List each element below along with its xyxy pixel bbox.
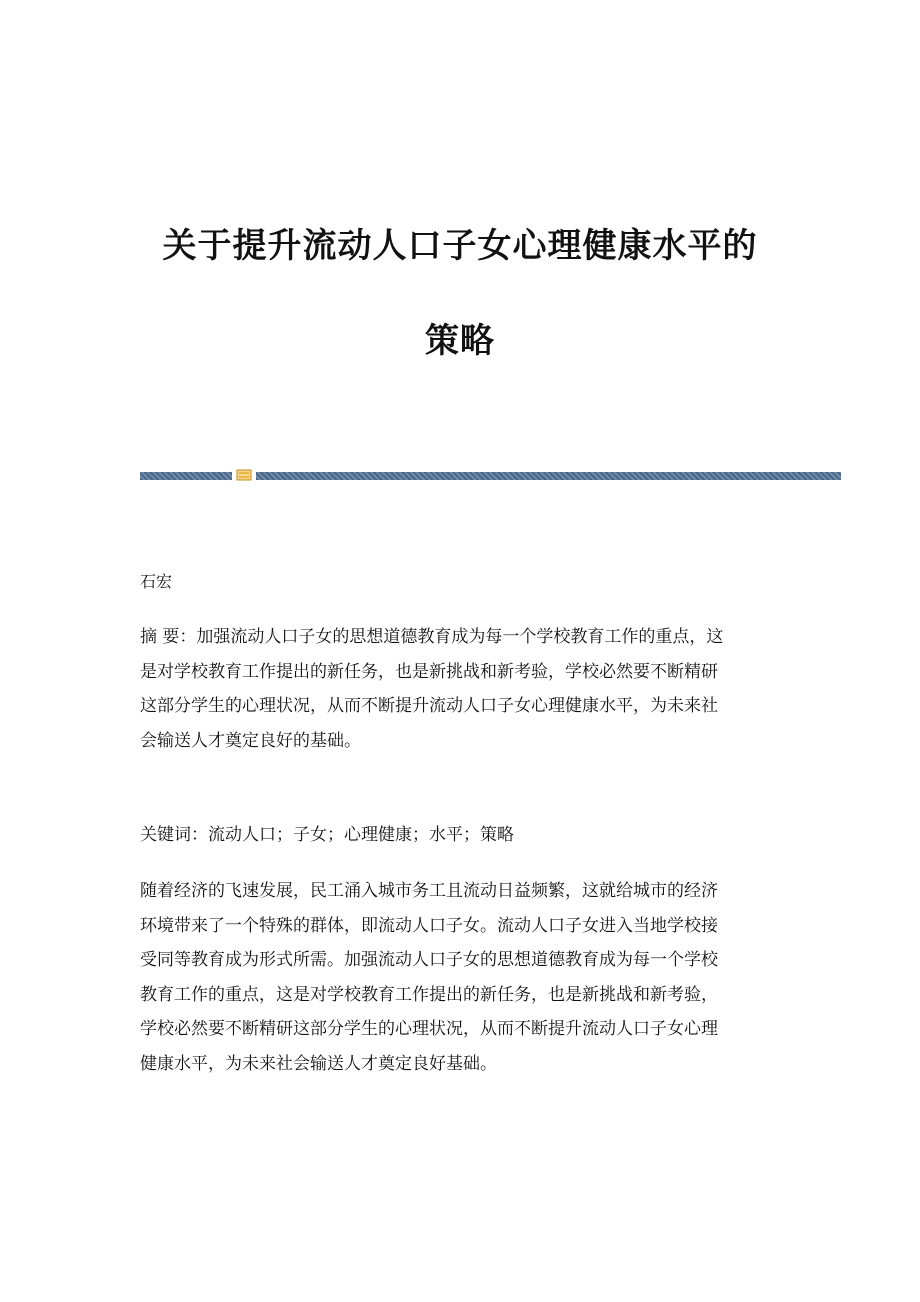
abstract-line: 这部分学生的心理状况，从而不断提升流动人口子女心理健康水平，为未来社 — [140, 696, 718, 716]
divider-bar-left — [140, 472, 232, 480]
document-title-line-2: 策略 — [425, 321, 495, 361]
divider-ornament-icon — [236, 469, 252, 481]
abstract-line: 摘 要：加强流动人口子女的思想道德教育成为每一个学校教育工作的重点，这 — [140, 627, 724, 647]
abstract-paragraph — [140, 620, 780, 758]
body-line: 健康水平，为未来社会输送人才奠定良好基础。 — [140, 1053, 497, 1074]
abstract-line: 会输送人才奠定良好的基础。 — [140, 730, 361, 751]
abstract-line: 是对学校教育工作提出的新任务，也是新挑战和新考验，学校必然要不断精研 — [140, 661, 718, 682]
document-title-line-1: 关于提升流动人口子女心理健康水平的 — [162, 226, 758, 266]
keywords-line: 关键词：流动人口；子女；心理健康；水平；策略 — [140, 825, 514, 845]
body-line: 受同等教育成为形式所需。加强流动人口子女的思想道德教育成为每一个学校 — [140, 950, 718, 970]
author-name: 石宏 — [140, 572, 173, 591]
divider-bar-right — [256, 472, 841, 480]
body-line: 环境带来了一个特殊的群体，即流动人口子女。流动人口子女进入当地学校接 — [140, 915, 718, 936]
body-paragraph — [140, 874, 780, 1081]
body-line: 学校必然要不断精研这部分学生的心理状况，从而不断提升流动人口子女心理 — [140, 1019, 718, 1039]
title-divider — [140, 469, 841, 481]
body-line: 教育工作的重点，这是对学校教育工作提出的新任务，也是新挑战和新考验， — [140, 984, 718, 1005]
body-line: 随着经济的飞速发展，民工涌入城市务工且流动日益频繁，这就给城市的经济 — [140, 881, 718, 901]
